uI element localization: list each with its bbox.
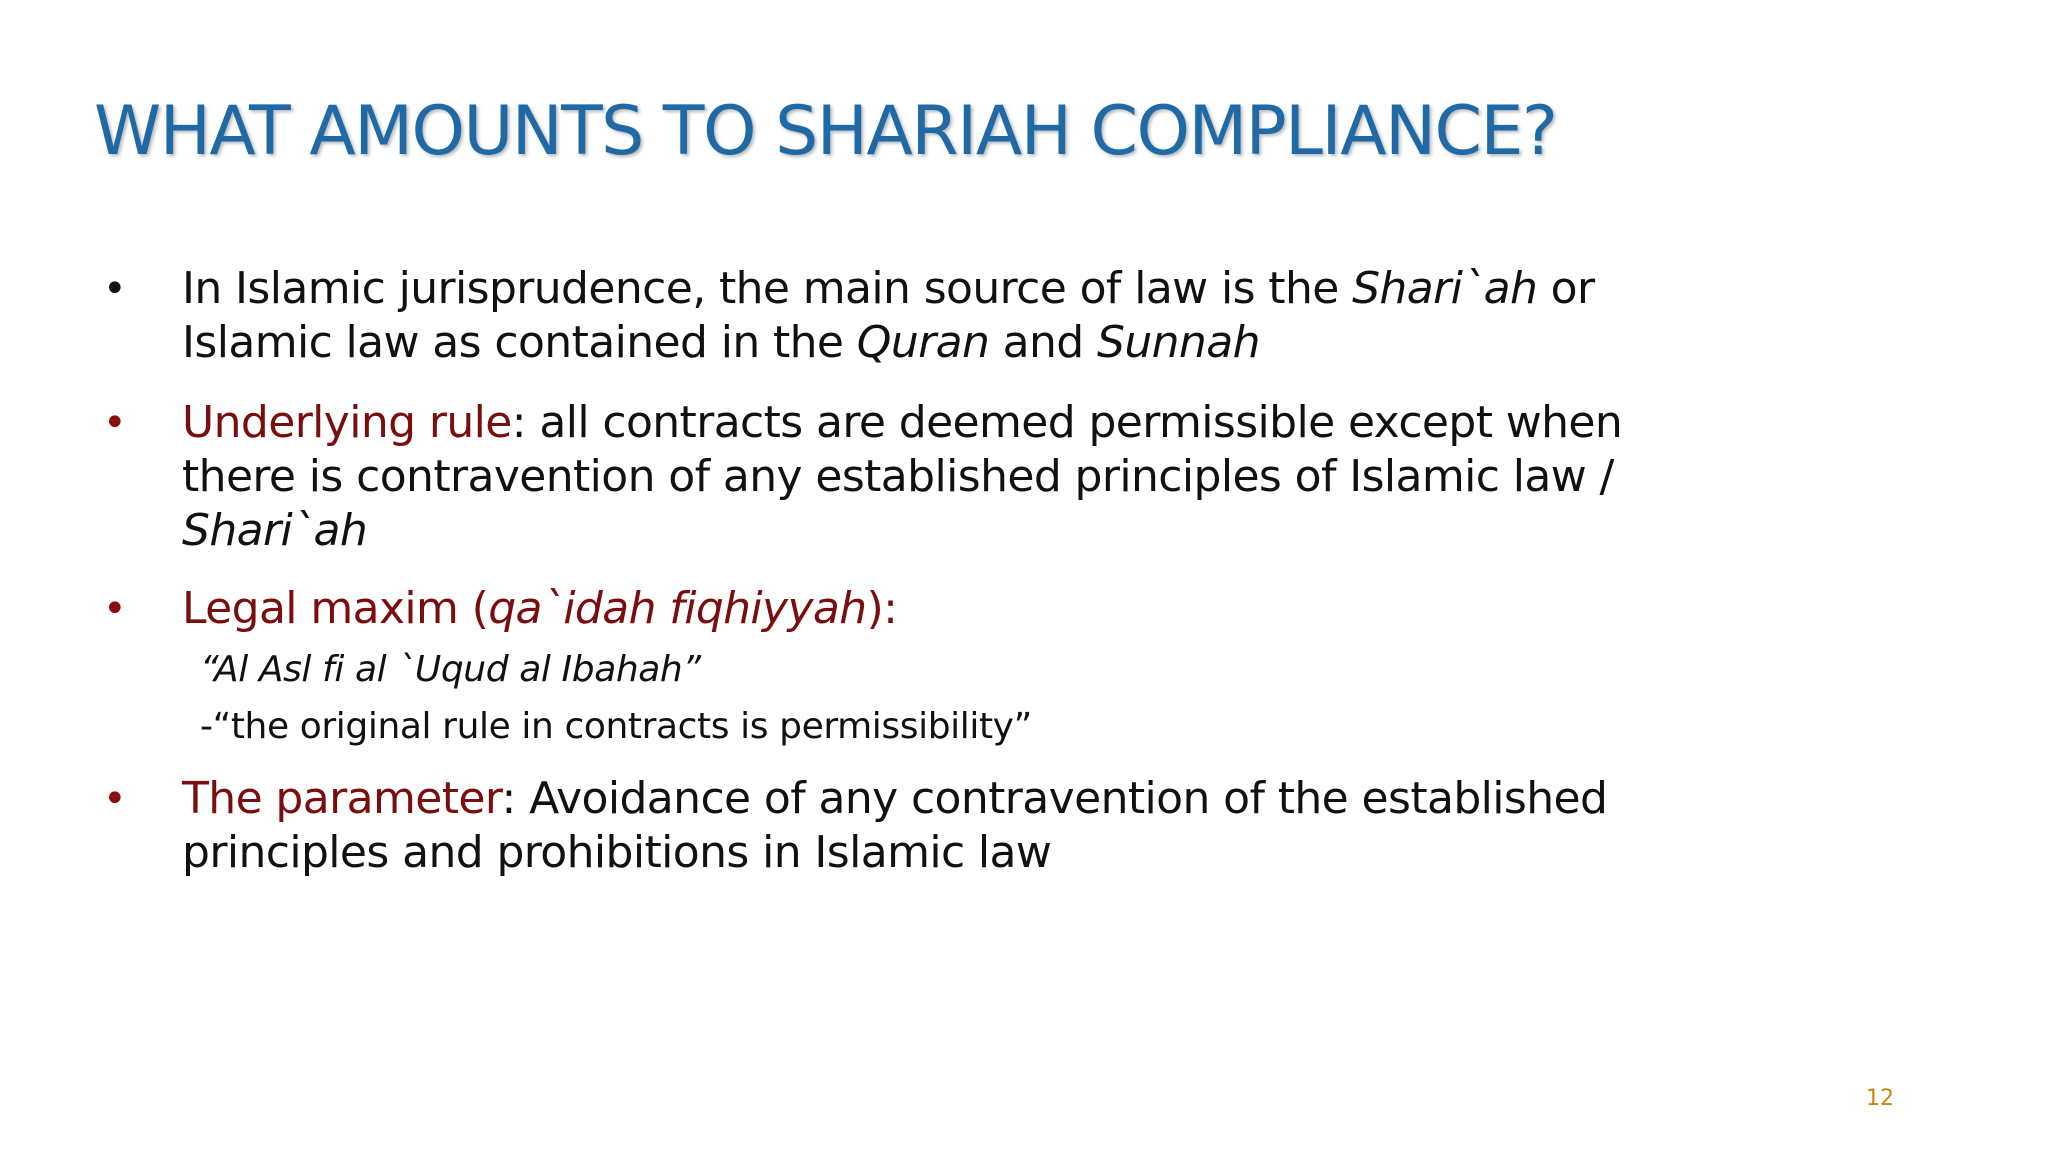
page-number: 12 bbox=[1866, 1086, 1894, 1111]
text-run: : all contracts are deemed permissible except when bbox=[511, 397, 1623, 448]
bullet-text bbox=[182, 262, 1882, 370]
text-run-italic: Sunnah bbox=[1097, 317, 1260, 368]
bullet-marker: • bbox=[103, 400, 127, 446]
bullet-label-italic: qa`idah fiqhiyyah bbox=[488, 583, 867, 634]
bullet-line bbox=[182, 396, 1882, 450]
text-run-italic: Shari`ah bbox=[1352, 263, 1538, 314]
bullet-marker: • bbox=[103, 776, 127, 822]
text-run: Islamic law as contained in the bbox=[182, 317, 857, 368]
text-run: and bbox=[989, 317, 1098, 368]
bullet-line bbox=[182, 316, 1882, 370]
slide-title: WHAT AMOUNTS TO SHARIAH COMPLIANCE? bbox=[94, 92, 1557, 171]
bullet-text bbox=[182, 772, 1882, 880]
bullet-marker: • bbox=[103, 586, 127, 632]
maxim-translation: -“the original rule in contracts is permissibility” bbox=[200, 706, 1032, 747]
bullet-line bbox=[182, 582, 1882, 636]
bullet-text bbox=[182, 396, 1882, 558]
bullet-label: Legal maxim ( bbox=[182, 583, 489, 634]
text-run: : Avoidance of any contravention of the established bbox=[501, 773, 1608, 824]
bullet-line bbox=[182, 262, 1882, 316]
bullet-label: ): bbox=[866, 583, 898, 634]
bullet-line: there is contravention of any established principles of Islamic law / bbox=[182, 451, 1614, 502]
text-run: or bbox=[1537, 263, 1595, 314]
maxim-arabic-quote: “Al Asl fi al `Uqud al Ibahah” bbox=[200, 649, 701, 690]
bullet-marker: • bbox=[103, 266, 127, 312]
text-run: In Islamic jurisprudence, the main source of law is the bbox=[182, 263, 1353, 314]
bullet-text bbox=[182, 582, 1882, 636]
bullet-line-italic: Shari`ah bbox=[182, 505, 368, 556]
bullet-label: Underlying rule bbox=[182, 397, 512, 448]
bullet-label: The parameter bbox=[182, 773, 502, 824]
text-run-italic: Quran bbox=[856, 317, 990, 368]
bullet-line bbox=[182, 772, 1882, 826]
bullet-line: principles and prohibitions in Islamic law bbox=[182, 827, 1052, 878]
